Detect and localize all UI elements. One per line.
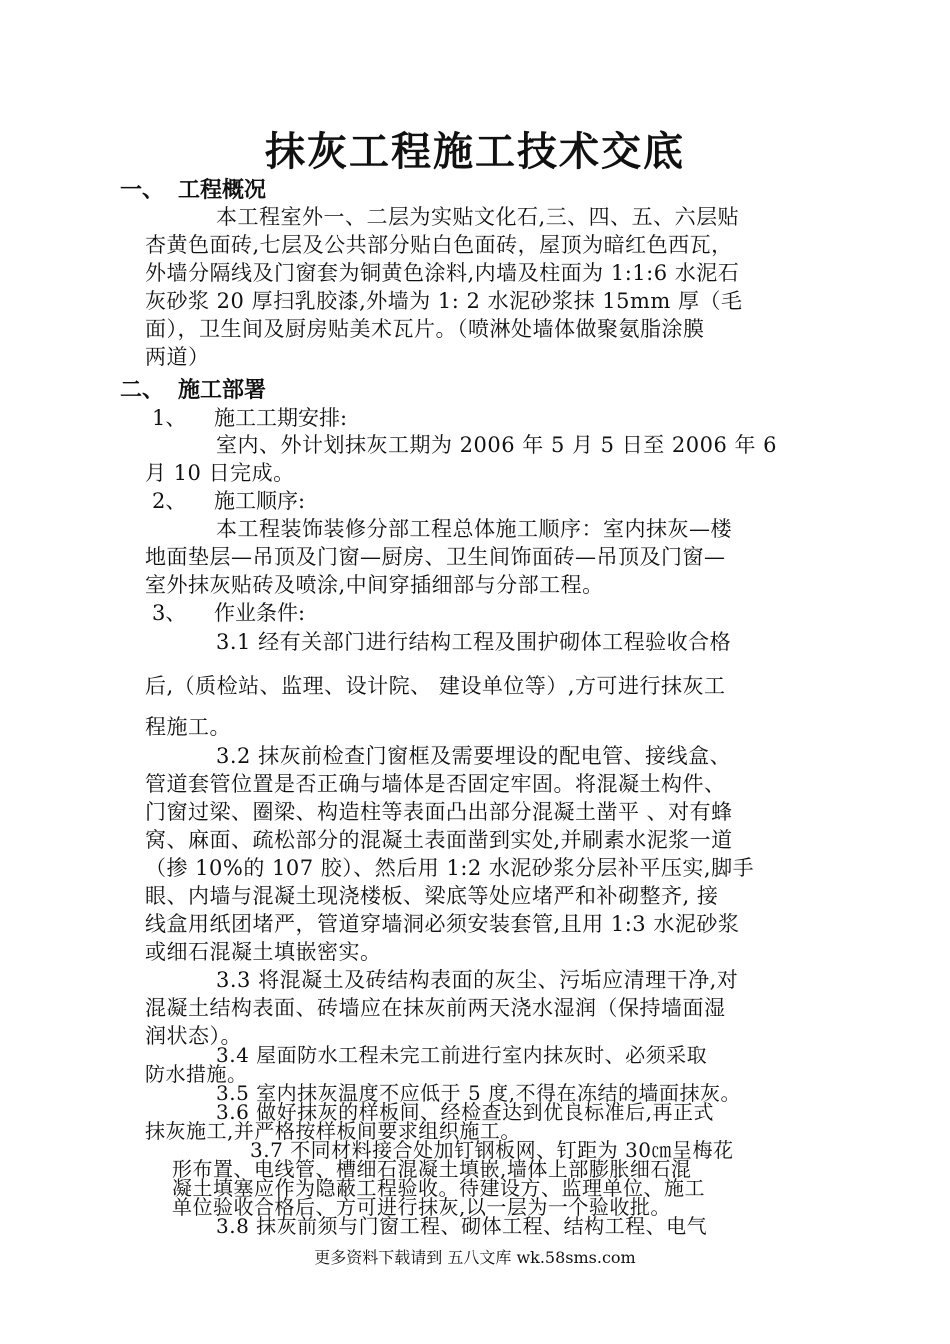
paragraph-line: 杏黄色面砖,七层及公共部分贴白色面砖，屋顶为暗红色西瓦， bbox=[145, 233, 733, 257]
paragraph-line: 后,（质检站、监理、设计院、 建设单位等）,方可进行抹灰工 bbox=[145, 674, 726, 698]
paragraph-line: 室内、外计划抹灰工期为 2006 年 5 月 5 日至 2006 年 6 bbox=[216, 433, 778, 457]
paragraph-line: 3.6 做好抹灰的样板间、经检查达到优良标准后,再正式 bbox=[216, 1100, 715, 1124]
paragraph-line: 眼、内墙与混凝土现浇楼板、梁底等处应堵严和补砌整齐, 接 bbox=[145, 884, 719, 908]
section-number: 一、 bbox=[120, 177, 165, 203]
paragraph-line: 3.5 室内抹灰温度不应低于 5 度,不得在冻结的墙面抹灰。 bbox=[216, 1081, 741, 1105]
paragraph-line: 管道套管位置是否正确与墙体是否固定牢固。将混凝土构件、 bbox=[145, 772, 726, 796]
paragraph-line: 地面垫层—吊顶及门窗—厨房、卫生间饰面砖—吊顶及门窗— bbox=[145, 545, 726, 569]
section-title: 施工部署 bbox=[178, 377, 267, 403]
subsection-label: 作业条件: bbox=[214, 601, 306, 625]
paragraph-line: 3.2 抹灰前检查门窗框及需要埋设的配电管、接线盒、 bbox=[216, 744, 732, 768]
subsection-label: 施工顺序: bbox=[214, 489, 306, 513]
paragraph-line: 防水措施。 bbox=[145, 1062, 248, 1086]
subsection-heading-3 bbox=[152, 599, 305, 627]
paragraph-line: 3.3 将混凝土及砖结构表面的灰尘、污垢应清理干净,对 bbox=[216, 968, 739, 992]
paragraph-line: 面），卫生间及厨房贴美术瓦片。（喷淋处墙体做聚氨脂涂膜 bbox=[145, 317, 705, 341]
paragraph-line: 混凝土结构表面、砖墙应在抹灰前两天浇水湿润（保持墙面湿 bbox=[145, 996, 726, 1020]
paragraph-line: 3.4 屋面防水工程未完工前进行室内抹灰时、必须采取 bbox=[216, 1043, 708, 1067]
document-title: 抹灰工程施工技术交底 bbox=[265, 128, 685, 175]
footer-download-note: 更多资料下载请到 五八文库 wk.58sms.com bbox=[314, 1248, 636, 1267]
paragraph-line: 本工程装饰装修分部工程总体施工顺序：室内抹灰—楼 bbox=[216, 517, 732, 541]
subsection-heading-1 bbox=[152, 404, 347, 432]
paragraph-line: 室外抹灰贴砖及喷涂,中间穿插细部与分部工程。 bbox=[145, 573, 604, 597]
section-number: 二、 bbox=[120, 377, 165, 403]
paragraph-line: 凝土填塞应作为隐蔽工程验收。待建设方、监理单位、施工 bbox=[172, 1176, 705, 1200]
paragraph-line: 外墙分隔线及门窗套为铜黄色涂料,内墙及柱面为 1:1:6 水泥石 bbox=[145, 261, 740, 285]
paragraph-line: 门窗过梁、圈梁、构造柱等表面凸出部分混凝土凿平 、对有蜂 bbox=[145, 800, 733, 824]
paragraph-line: 3.7 不同材料接合处加钉钢板网、钉距为 30㎝呈梅花 bbox=[250, 1138, 734, 1162]
paragraph-line: 单位验收合格后、方可进行抹灰,以一层为一个验收批。 bbox=[172, 1195, 671, 1219]
paragraph-line: 形布置、电线管、槽细石混凝土填嵌,墙体上部膨胀细石混 bbox=[172, 1157, 692, 1181]
subsection-label: 施工工期安排: bbox=[214, 406, 348, 430]
paragraph-line: （掺 10%的 107 胶）、然后用 1:2 水泥砂浆分层补平压实,脚手 bbox=[145, 856, 755, 880]
subsection-number: 2、 bbox=[152, 489, 187, 513]
paragraph-line: 两道） bbox=[145, 345, 210, 369]
paragraph-line: 本工程室外一、二层为实贴文化石,三、四、五、六层贴 bbox=[216, 205, 740, 229]
paragraph-line: 窝、麻面、疏松部分的混凝土表面凿到实处,并刷素水泥浆一道 bbox=[145, 828, 733, 852]
paragraph-line: 程施工。 bbox=[145, 715, 231, 739]
paragraph-line: 或细石混凝土填嵌密实。 bbox=[145, 940, 382, 964]
paragraph-line: 抹灰施工,并严格按样板间要求组织施工。 bbox=[145, 1119, 521, 1143]
subsection-number: 3、 bbox=[152, 601, 187, 625]
paragraph-line: 3.8 抹灰前须与门窗工程、砌体工程、结构工程、电气 bbox=[216, 1214, 708, 1238]
section-title: 工程概况 bbox=[178, 177, 267, 203]
subsection-heading-2 bbox=[152, 487, 305, 515]
section-heading-1 bbox=[120, 176, 266, 204]
section-heading-2 bbox=[120, 376, 266, 404]
paragraph-line: 线盒用纸团堵严，管道穿墙洞必须安装套管,且用 1:3 水泥砂浆 bbox=[145, 912, 740, 936]
subsection-number: 1、 bbox=[152, 406, 187, 430]
paragraph-line: 3.1 经有关部门进行结构工程及围护砌体工程验收合格 bbox=[216, 630, 732, 654]
paragraph-line: 月 10 日完成。 bbox=[145, 461, 295, 485]
paragraph-line: 润状态）。 bbox=[145, 1024, 242, 1048]
paragraph-line: 灰砂浆 20 厚扫乳胶漆,外墙为 1: 2 水泥砂浆抹 15mm 厚（毛 bbox=[145, 289, 743, 313]
